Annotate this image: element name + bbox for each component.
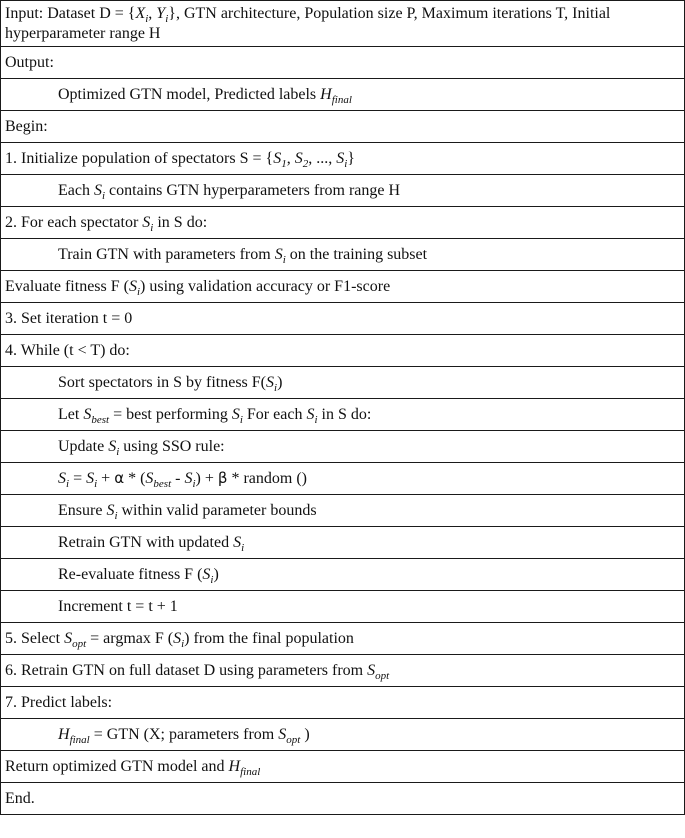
- table-row: [1, 1, 685, 47]
- table-row: [1, 751, 685, 783]
- table-row: [1, 335, 685, 367]
- table-row: [1, 143, 685, 175]
- algorithm-step: 3. Set iteration t = 0: [1, 303, 685, 335]
- table-row: [1, 559, 685, 591]
- table-row: [1, 367, 685, 399]
- algorithm-step: Each $S_i$ contains GTN hyperparameters from range H: [1, 175, 685, 207]
- algorithm-step: Increment t = t + 1: [1, 591, 685, 623]
- algorithm-step: 2. For each spectator $S_i$ in S do:: [1, 207, 685, 239]
- algorithm-step: 5. Select $S_{opt} = argmax$ F $(S_i)$ from the final population: [1, 623, 685, 655]
- algorithm-step: Optimized GTN model, Predicted labels $H_{final}$: [1, 79, 685, 111]
- table-row: [1, 527, 685, 559]
- algorithm-step: Input: Dataset $D = \{X_i$, $Y_i$}, GTN architecture, Population size P, Maximum iterations T, Initial hyperparameter range H: [1, 1, 685, 47]
- algorithm-step: Re-evaluate fitness F $(S_i)$: [1, 559, 685, 591]
- algorithm-step: 7. Predict labels:: [1, 687, 685, 719]
- algorithm-step: Let $S_{best}$ = best performing $S_i$ For each $S_i$ in S do:: [1, 399, 685, 431]
- table-row: [1, 271, 685, 303]
- algorithm-step: Ensure $S_i$ within valid parameter bounds: [1, 495, 685, 527]
- table-row: [1, 47, 685, 79]
- algorithm-step: Train GTN with parameters from $S_i$ on the training subset: [1, 239, 685, 271]
- algorithm-step: End.: [1, 783, 685, 815]
- table-row: [1, 431, 685, 463]
- algorithm-step: Update $S_i$ using SSO rule:: [1, 431, 685, 463]
- table-row: [1, 591, 685, 623]
- table-row: [1, 655, 685, 687]
- table-row: [1, 111, 685, 143]
- algorithm-step: $S_i = S_i + \alpha * (S_{best} - S_i) + \beta$ * random (): [1, 463, 685, 495]
- table-row: [1, 303, 685, 335]
- table-row: [1, 239, 685, 271]
- algorithm-step: $H_{final}$ = GTN (X; parameters from $S_{opt}$ ): [1, 719, 685, 751]
- table-row: [1, 463, 685, 495]
- table-row: [1, 175, 685, 207]
- table-row: [1, 719, 685, 751]
- algorithm-step: Begin:: [1, 111, 685, 143]
- table-row: [1, 623, 685, 655]
- table-row: [1, 79, 685, 111]
- table-row: [1, 207, 685, 239]
- table-row: [1, 687, 685, 719]
- table-row: [1, 495, 685, 527]
- algorithm-step: Return optimized GTN model and $H_{final}$: [1, 751, 685, 783]
- algorithm-step: 6. Retrain GTN on full dataset D using parameters from $S_{opt}$: [1, 655, 685, 687]
- table-row: [1, 783, 685, 815]
- algorithm-step: Output:: [1, 47, 685, 79]
- algorithm-step: 1. Initialize population of spectators $S = \{S_1$, $S_2$, ..., $S_i$}: [1, 143, 685, 175]
- algorithm-step: Evaluate fitness F $(S_i)$ using validation accuracy or F1-score: [1, 271, 685, 303]
- algorithm-step: Sort spectators in S by fitness $F(S_i)$: [1, 367, 685, 399]
- table-row: [1, 399, 685, 431]
- algorithm-step: 4. While (t < T) do:: [1, 335, 685, 367]
- algorithm-step: Retrain GTN with updated $S_i$: [1, 527, 685, 559]
